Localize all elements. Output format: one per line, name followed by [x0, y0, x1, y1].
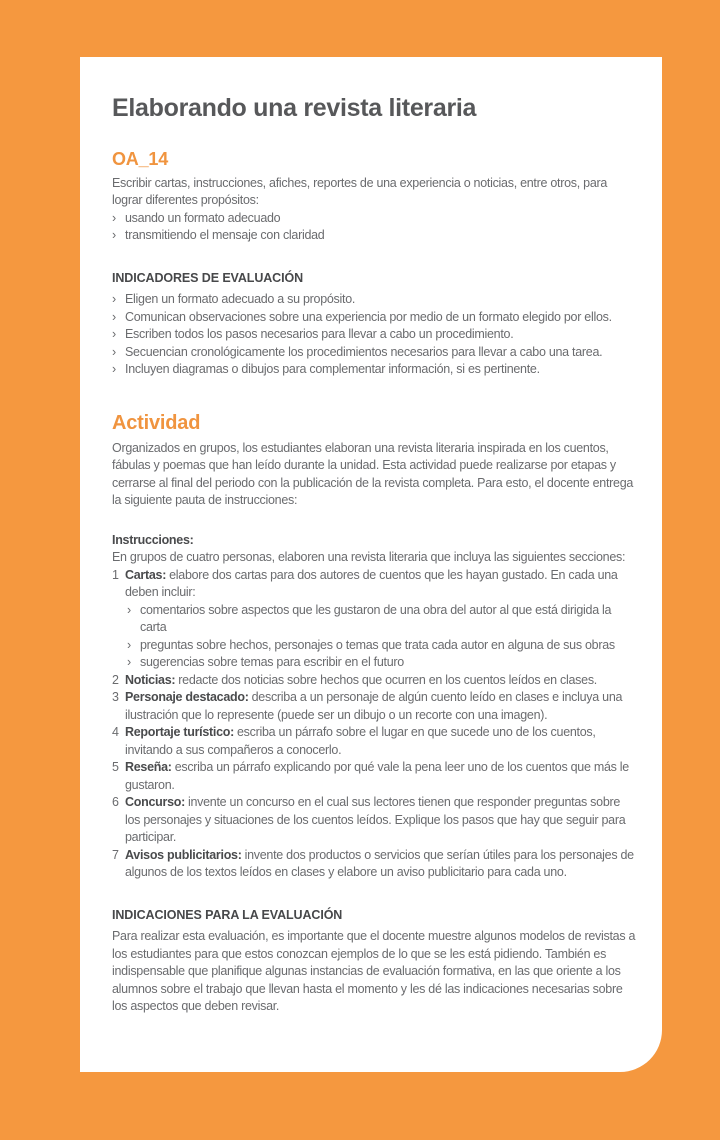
- item-number: 2: [112, 672, 119, 687]
- item-number: 3: [112, 690, 119, 704]
- content-card: [80, 57, 662, 1072]
- numbered-item: [112, 847, 636, 882]
- oa-heading: OA_14: [112, 148, 169, 169]
- item-label: Reportaje turístico:: [125, 725, 234, 739]
- item-number: 5: [112, 760, 119, 774]
- bullet-text: Escriben todos los pasos necesarios para llevar a cabo un procedimiento.: [125, 327, 514, 341]
- evaluacion-heading: INDICACIONES PARA LA EVALUACIÓN: [112, 907, 343, 922]
- numbered-item: [112, 672, 636, 690]
- item-body: [125, 794, 636, 847]
- item-label: Avisos publicitarios:: [125, 847, 242, 862]
- bullet-text: Secuencian cronológicamente los procedimientos necesarios para llevar a cabo una tarea.: [125, 344, 603, 359]
- item-body: [125, 689, 636, 724]
- item-number: 7: [112, 847, 119, 862]
- chevron-bullet-icon: ›: [112, 210, 116, 225]
- item-text: invente dos productos o servicios que serían útiles para los personajes de algunos de los textos leídos en clases y elabore un aviso publicitario para cada uno.: [125, 847, 634, 879]
- chevron-bullet-icon: ›: [127, 655, 131, 669]
- actividad-heading: Actividad: [112, 411, 201, 434]
- item-body: [125, 847, 636, 882]
- bullet-text: comentarios sobre aspectos que les gustaron de una obra del autor al que está dirigida la carta: [140, 602, 612, 634]
- item-body: [125, 672, 636, 690]
- indicadores-heading: INDICADORES DE EVALUACIÓN: [112, 270, 304, 285]
- numbered-item: [112, 567, 636, 672]
- chevron-bullet-icon: ›: [112, 327, 116, 341]
- item-text: describa a un personaje de algún cuento leído en clases e incluya una ilustración que lo represente (puede ser un dibujo o un recorte con una imagen).: [125, 690, 623, 722]
- instrucciones-intro: En grupos de cuatro personas, elaboren una revista literaria que incluya las siguientes secciones:: [112, 550, 626, 564]
- item-label: Cartas:: [125, 567, 167, 582]
- numbered-item: [112, 759, 636, 794]
- evaluacion-text: Para realizar esta evaluación, es importante que el docente muestre algunos modelos de revistas a los estudiantes para que estos conozcan ejemplos de lo que se les está pidiendo. También es indispensable que planifique algunas instancias de evaluación formativa, en las que oriente a los alumnos sobre el trabajo que llevan hasta el momento y les dé las indicaciones necesarias sobre los aspectos que deben revisar.: [112, 929, 636, 1013]
- instrucciones-numbered-list: [112, 567, 636, 882]
- item-body: [125, 724, 636, 759]
- item-number: 6: [112, 795, 119, 809]
- list-item: [112, 344, 636, 362]
- item-text: escriba un párrafo sobre el lugar en que sucede uno de los cuentos, invitando a sus compañeros a conocerlo.: [125, 725, 596, 757]
- bullet-text: preguntas sobre hechos, personajes o temas que trata cada autor en alguna de sus obras: [140, 637, 615, 652]
- chevron-bullet-icon: ›: [112, 344, 116, 359]
- chevron-bullet-icon: ›: [127, 637, 131, 652]
- page-title: Elaborando una revista literaria: [112, 94, 477, 122]
- numbered-item: [112, 794, 636, 847]
- list-item: [112, 291, 636, 309]
- chevron-bullet-icon: ›: [112, 292, 116, 306]
- item-text: redacte dos noticias sobre hechos que ocurren en los cuentos leídos en clases.: [178, 672, 597, 687]
- list-item: [112, 361, 636, 379]
- item-label: Noticias:: [125, 672, 176, 687]
- chevron-bullet-icon: ›: [112, 362, 116, 376]
- sub-bullet-list: [127, 602, 636, 672]
- list-item: [127, 654, 636, 672]
- item-label: Personaje destacado:: [125, 690, 249, 704]
- item-number: 1: [112, 567, 119, 582]
- numbered-item: [112, 724, 636, 759]
- bullet-text: Incluyen diagramas o dibujos para complementar información, si es pertinente.: [125, 362, 540, 376]
- item-label: Reseña:: [125, 760, 172, 774]
- bullet-text: Eligen un formato adecuado a su propósito.: [125, 292, 356, 306]
- bullet-text: Comunican observaciones sobre una experiencia por medio de un formato elegido por ellos.: [125, 309, 612, 324]
- indicadores-bullet-list: [112, 291, 636, 379]
- item-text: invente un concurso en el cual sus lectores tienen que responder preguntas sobre los personajes y situaciones de los cuentos leídos. Explique los pasos que hay que seguir para participar.: [125, 795, 626, 844]
- item-body: [125, 759, 636, 794]
- bullet-text: usando un formato adecuado: [125, 210, 281, 225]
- item-body: [125, 567, 636, 672]
- item-text: escriba un párrafo explicando por qué vale la pena leer uno de los cuentos que más le gustaron.: [125, 760, 629, 792]
- list-item: [112, 326, 636, 344]
- chevron-bullet-icon: ›: [112, 228, 116, 242]
- chevron-bullet-icon: ›: [112, 309, 116, 324]
- list-item: [127, 637, 636, 655]
- list-item: [112, 227, 636, 245]
- actividad-intro: Organizados en grupos, los estudiantes elaboran una revista literaria inspirada en los cuentos, fábulas y poemas que han leído durante la unidad. Esta actividad puede realizarse por etapas y cerrarse al final del periodo con la publicación de la revista completa. Para esto, el docente entrega la siguiente pauta de instrucciones:: [112, 440, 634, 507]
- instrucciones-heading: Instrucciones:: [112, 532, 194, 547]
- item-text: elabore dos cartas para dos autores de cuentos que les hayan gustado. En cada una deben incluir:: [125, 567, 618, 599]
- chevron-bullet-icon: ›: [127, 602, 131, 617]
- bullet-text: sugerencias sobre temas para escribir en el futuro: [140, 655, 404, 669]
- oa-intro: Escribir cartas, instrucciones, afiches, reportes de una experiencia o noticias, entre otros, para lograr diferentes propósitos:: [112, 175, 608, 207]
- item-label: Concurso:: [125, 795, 185, 809]
- bullet-text: transmitiendo el mensaje con claridad: [125, 228, 325, 242]
- item-number: 4: [112, 725, 119, 739]
- list-item: [127, 602, 636, 637]
- oa-bullet-list: [112, 210, 636, 245]
- list-item: [112, 309, 636, 327]
- list-item: [112, 210, 636, 228]
- numbered-item: [112, 689, 636, 724]
